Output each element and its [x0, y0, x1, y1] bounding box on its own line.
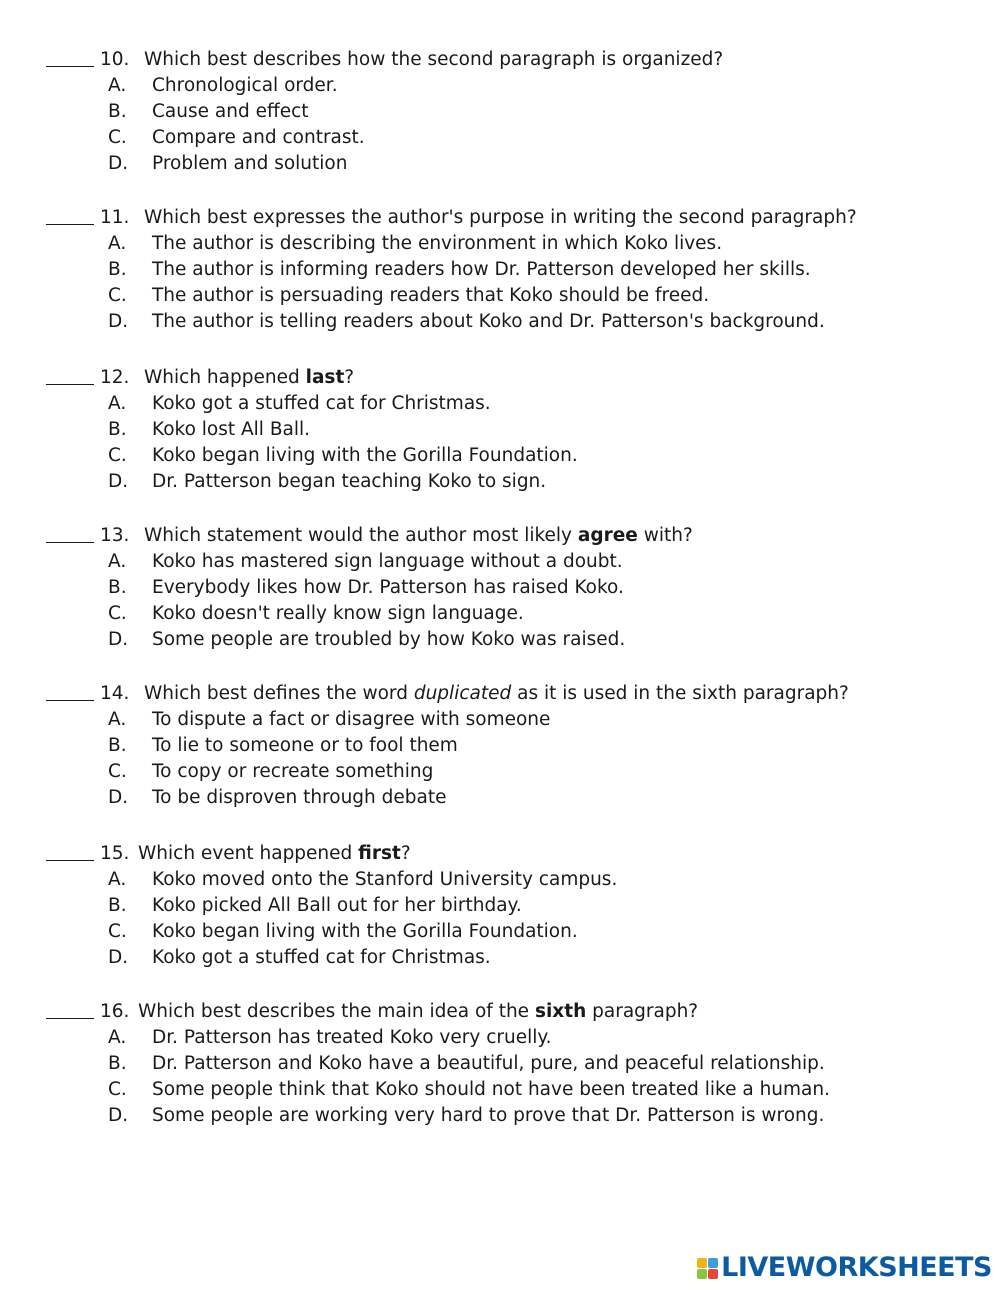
- option-a: [46, 391, 976, 417]
- question-11: [46, 204, 976, 335]
- option-text: Compare and contrast.: [152, 127, 365, 148]
- question-line: [46, 998, 976, 1025]
- option-text: Everybody likes how Dr. Patterson has raised Koko.: [152, 577, 624, 598]
- question-text: [138, 999, 698, 1025]
- options-list: [46, 549, 976, 653]
- option-c: [46, 759, 976, 785]
- logo-block: [697, 1258, 707, 1268]
- option-letter: C.: [108, 603, 127, 624]
- option-text: Koko got a stuffed cat for Christmas.: [152, 947, 491, 968]
- option-c: [46, 1077, 976, 1103]
- answer-blank[interactable]: [46, 206, 94, 225]
- question-text-part: Which happened: [144, 367, 306, 388]
- question-text: [144, 681, 849, 707]
- option-text: The author is describing the environment in which Koko lives.: [152, 233, 723, 254]
- option-letter: D.: [108, 471, 129, 492]
- option-letter: B.: [108, 101, 127, 122]
- option-text: To dispute a fact or disagree with someone: [152, 709, 551, 730]
- option-letter: B.: [108, 419, 127, 440]
- question-text-part: Which best defines the word: [144, 683, 414, 704]
- question-text: Which best expresses the author's purpose in writing the second paragraph?: [144, 207, 857, 228]
- option-letter: A.: [108, 551, 127, 572]
- option-letter: C.: [108, 1079, 127, 1100]
- question-12: [46, 364, 976, 495]
- question-number: 10.: [100, 49, 130, 70]
- question-text-part: as it is used in the sixth paragraph?: [511, 683, 849, 704]
- option-letter: D.: [108, 947, 129, 968]
- options-list: [46, 707, 976, 811]
- option-letter: C.: [108, 445, 127, 466]
- question-14: [46, 680, 976, 811]
- option-text: Dr. Patterson and Koko have a beautiful, pure, and peaceful relationship.: [152, 1053, 825, 1074]
- option-b: [46, 417, 976, 443]
- answer-blank[interactable]: [46, 1000, 94, 1019]
- option-d: [46, 785, 976, 811]
- option-text: Some people think that Koko should not have been treated like a human.: [152, 1079, 830, 1100]
- emphasis-word: last: [305, 367, 345, 388]
- option-text: Koko doesn't really know sign language.: [152, 603, 524, 624]
- question-text: Which best describes how the second paragraph is organized?: [144, 49, 724, 70]
- option-letter: C.: [108, 761, 127, 782]
- option-letter: C.: [108, 285, 127, 306]
- question-number: 11.: [100, 207, 130, 228]
- option-b: [46, 99, 976, 125]
- option-b: [46, 733, 976, 759]
- option-text: Problem and solution: [152, 153, 348, 174]
- options-list: [46, 1025, 976, 1129]
- option-letter: D.: [108, 1105, 129, 1126]
- option-d: [46, 627, 976, 653]
- question-text-part: Which event happened: [138, 843, 359, 864]
- option-letter: B.: [108, 895, 127, 916]
- option-text: The author is informing readers how Dr. Patterson developed her skills.: [152, 259, 811, 280]
- option-letter: D.: [108, 629, 129, 650]
- option-letter: B.: [108, 577, 127, 598]
- option-d: [46, 945, 976, 971]
- answer-blank[interactable]: [46, 682, 94, 701]
- question-16: [46, 998, 976, 1129]
- question-text-part: with?: [637, 525, 693, 546]
- option-text: Some people are troubled by how Koko was raised.: [152, 629, 626, 650]
- question-line: [46, 680, 976, 707]
- option-text: Koko lost All Ball.: [152, 419, 311, 440]
- question-number: 14.: [100, 683, 130, 704]
- option-letter: D.: [108, 311, 129, 332]
- question-text: [138, 841, 411, 867]
- option-text: Koko got a stuffed cat for Christmas.: [152, 393, 491, 414]
- question-text: [144, 523, 693, 549]
- option-d: [46, 309, 976, 335]
- emphasis-word: first: [358, 843, 401, 864]
- logo-blocks-icon: [697, 1258, 718, 1279]
- option-letter: D.: [108, 787, 129, 808]
- options-list: [46, 73, 976, 177]
- logo-block: [708, 1258, 718, 1268]
- option-c: [46, 443, 976, 469]
- option-a: [46, 231, 976, 257]
- option-b: [46, 893, 976, 919]
- option-letter: B.: [108, 259, 127, 280]
- option-letter: B.: [108, 1053, 127, 1074]
- option-letter: A.: [108, 1027, 127, 1048]
- option-b: [46, 575, 976, 601]
- logo-block: [708, 1269, 718, 1279]
- option-text: Some people are working very hard to prove that Dr. Patterson is wrong.: [152, 1105, 825, 1126]
- option-text: Cause and effect: [152, 101, 309, 122]
- question-text-part: ?: [344, 367, 355, 388]
- option-letter: A.: [108, 869, 127, 890]
- question-line: [46, 522, 976, 549]
- option-text: To copy or recreate something: [152, 761, 434, 782]
- option-d: [46, 1103, 976, 1129]
- question-text-part: Which statement would the author most likely: [144, 525, 578, 546]
- question-13: [46, 522, 976, 653]
- option-c: [46, 125, 976, 151]
- emphasis-word: agree: [577, 525, 638, 546]
- option-c: [46, 919, 976, 945]
- answer-blank[interactable]: [46, 524, 94, 543]
- question-number: 15.: [100, 843, 130, 864]
- option-text: Koko picked All Ball out for her birthday.: [152, 895, 522, 916]
- option-text: To be disproven through debate: [152, 787, 447, 808]
- option-text: Chronological order.: [152, 75, 338, 96]
- question-line: [46, 364, 976, 391]
- logo-text: LIVEWORKSHEETS: [721, 1252, 992, 1283]
- option-text: Dr. Patterson has treated Koko very cruelly.: [152, 1027, 552, 1048]
- option-a: [46, 73, 976, 99]
- question-number: 13.: [100, 525, 130, 546]
- option-letter: C.: [108, 921, 127, 942]
- options-list: [46, 231, 976, 335]
- option-letter: D.: [108, 153, 129, 174]
- option-text: The author is telling readers about Koko and Dr. Patterson's background.: [152, 311, 825, 332]
- logo-block: [697, 1269, 707, 1279]
- option-c: [46, 601, 976, 627]
- answer-blank[interactable]: [46, 48, 94, 67]
- question-number: 12.: [100, 367, 130, 388]
- option-text: To lie to someone or to fool them: [152, 735, 458, 756]
- emphasis-word: duplicated: [413, 683, 512, 704]
- option-a: [46, 867, 976, 893]
- options-list: [46, 867, 976, 971]
- answer-blank[interactable]: [46, 842, 94, 861]
- option-letter: A.: [108, 233, 127, 254]
- options-list: [46, 391, 976, 495]
- option-text: Dr. Patterson began teaching Koko to sign.: [152, 471, 547, 492]
- option-b: [46, 257, 976, 283]
- option-b: [46, 1051, 976, 1077]
- option-text: Koko began living with the Gorilla Foundation.: [152, 445, 578, 466]
- option-d: [46, 469, 976, 495]
- question-line: [46, 840, 976, 867]
- option-letter: A.: [108, 75, 127, 96]
- question-number: 16.: [100, 1001, 130, 1022]
- option-a: [46, 549, 976, 575]
- question-text-part: paragraph?: [586, 1001, 699, 1022]
- option-text: The author is persuading readers that Koko should be freed.: [152, 285, 710, 306]
- option-letter: B.: [108, 735, 127, 756]
- question-text-part: Which best describes the main idea of the: [138, 1001, 535, 1022]
- question-10: [46, 46, 976, 177]
- option-a: [46, 707, 976, 733]
- question-text-part: ?: [400, 843, 411, 864]
- option-c: [46, 283, 976, 309]
- question-line: [46, 46, 976, 73]
- emphasis-word: sixth: [534, 1001, 587, 1022]
- question-15: [46, 840, 976, 971]
- liveworksheets-logo: [697, 1252, 992, 1284]
- option-d: [46, 151, 976, 177]
- option-letter: A.: [108, 393, 127, 414]
- option-a: [46, 1025, 976, 1051]
- option-letter: C.: [108, 127, 127, 148]
- option-text: Koko moved onto the Stanford University campus.: [152, 869, 618, 890]
- option-text: Koko has mastered sign language without a doubt.: [152, 551, 623, 572]
- question-text: [144, 365, 354, 391]
- option-letter: A.: [108, 709, 127, 730]
- question-line: [46, 204, 976, 231]
- answer-blank[interactable]: [46, 366, 94, 385]
- option-text: Koko began living with the Gorilla Foundation.: [152, 921, 578, 942]
